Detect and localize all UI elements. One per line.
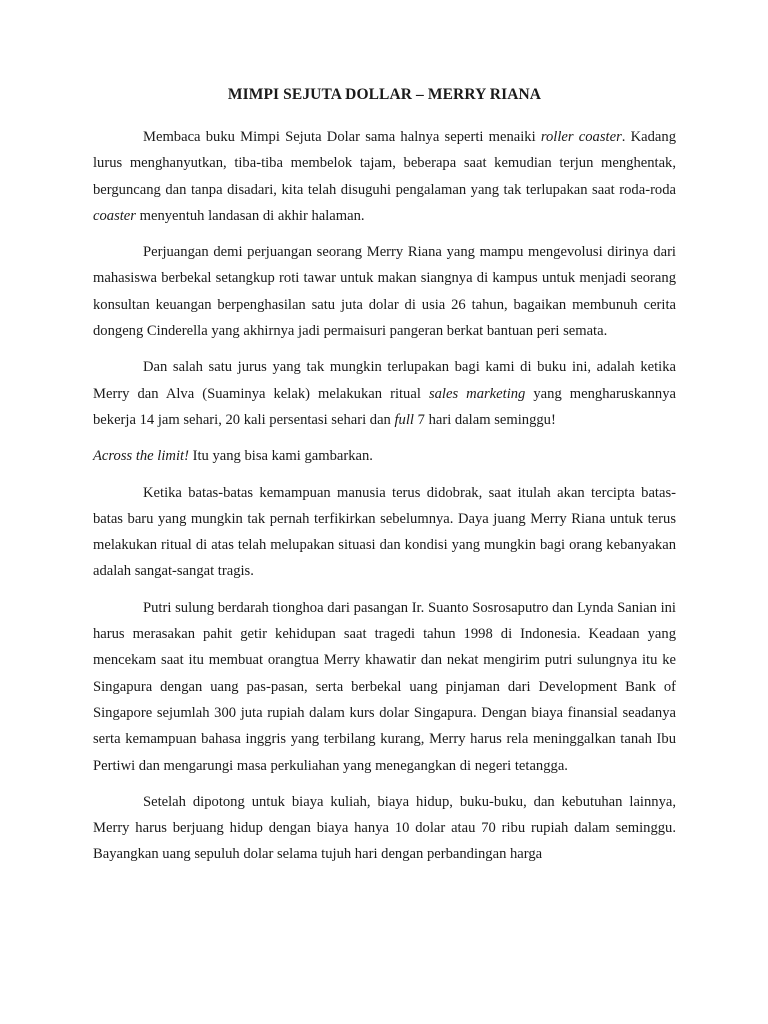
paragraph bbox=[93, 443, 676, 469]
paragraph-text: Putri sulung berdarah tionghoa dari pasangan Ir. Suanto Sosrosaputro dan Lynda Sanian ini harus merasakan pahit getir kehidupan saat tragedi tahun 1998 di Indonesia. Keadaan yang mencekam saat itu membuat orangtua Merry khawatir dan nekat mengirim putri sulungnya itu ke Singapura dengan uang pas-pasan, serta berbekal uang pinjaman dari Development Bank of Singapore sejumlah 300 juta rupiah dalam kurs dolar Singapura. Dengan biaya finansial seadanya serta kemampuan bahasa inggris yang terbilang kurang, Merry harus rela meninggalkan tanah Ibu Pertiwi dan mengarungi masa perkuliahan yang menegangkan di negeri tetangga. bbox=[93, 599, 676, 774]
document-page bbox=[93, 86, 676, 878]
paragraph-text: Setelah dipotong untuk biaya kuliah, biaya hidup, buku-buku, dan kebutuhan lainnya, Merry harus berjuang hidup dengan biaya hanya 10 dolar atau 70 ribu rupiah dalam seminggu. Bayangkan uang sepuluh dolar selama tujuh hari dengan perbandingan harga bbox=[93, 793, 676, 863]
italic-text: roller coaster bbox=[540, 129, 622, 145]
paragraph bbox=[93, 239, 676, 344]
italic-text: sales marketing bbox=[428, 385, 526, 402]
paragraph-text: Dan salah satu jurus yang tak mungkin terlupakan bagi kami di buku ini, adalah ketika Merry dan Alva (Suaminya kelak) melakukan ritual bbox=[93, 359, 676, 402]
paragraph-text: Itu yang bisa kami gambarkan. bbox=[188, 448, 373, 465]
paragraph bbox=[93, 354, 676, 433]
italic-text: Across the limit! bbox=[93, 448, 189, 465]
paragraph-text: 7 hari dalam seminggu! bbox=[413, 411, 556, 428]
paragraph-text: Perjuangan demi perjuangan seorang Merry Riana yang mampu mengevolusi dirinya dari mahasiswa berbekal setangkup roti tawar untuk makan siangnya di kampus untuk menjadi seorang konsultan keuangan berpenghasilan satu juta dolar di usia 26 tahun, bagaikan membunuh cerita dongeng Cinderella yang akhirnya jadi permaisuri pangeran berkat bantuan peri semata. bbox=[93, 244, 676, 340]
document-title: MIMPI SEJUTA DOLLAR – MERRY RIANA bbox=[227, 86, 542, 103]
paragraph-text: Membaca buku Mimpi Sejuta Dolar sama halnya seperti menaiki bbox=[143, 129, 541, 145]
paragraph bbox=[93, 789, 676, 868]
paragraph bbox=[93, 480, 676, 585]
paragraph-text: Ketika batas-batas kemampuan manusia terus didobrak, saat itulah akan tercipta batas-batas baru yang mungkin tak pernah terfikirkan sebelumnya. Daya juang Merry Riana untuk terus melakukan ritual di atas telah melupakan situasi dan kondisi yang mungkin bagi orang kebanyakan adalah sangat-sangat tragis. bbox=[93, 484, 676, 580]
document-body bbox=[93, 124, 676, 868]
paragraph bbox=[93, 595, 676, 779]
italic-text: coaster bbox=[93, 207, 136, 224]
paragraph-text: yang mengharuskannya bekerja 14 jam sehari, 20 kali persentasi sehari dan bbox=[93, 385, 676, 428]
italic-text: full bbox=[394, 411, 414, 428]
paragraph bbox=[93, 124, 676, 229]
paragraph-text: menyentuh landasan di akhir halaman. bbox=[135, 207, 365, 224]
paragraph-text: . Kadang lurus menghanyutkan, tiba-tiba membelok tajam, beberapa saat kemudian terjun menghentak, berguncang dan tanpa disadari, kita telah disuguhi pengalaman yang tak terlupakan saat roda-roda bbox=[93, 129, 676, 198]
